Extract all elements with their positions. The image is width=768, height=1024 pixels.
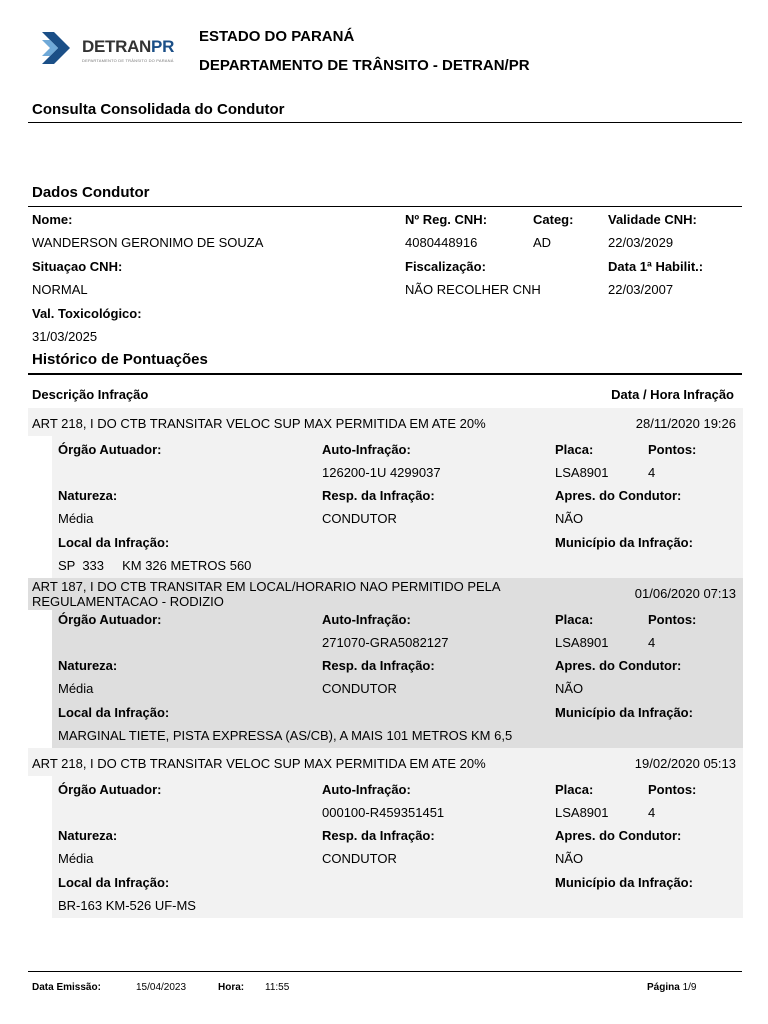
reg-label: Nº Reg. CNH: <box>405 212 488 227</box>
infraction-details <box>52 776 743 918</box>
title-divider <box>28 122 742 123</box>
inspection-value: NÃO RECOLHER CNH <box>405 282 541 297</box>
auto-label: Auto-Infração: <box>322 612 411 627</box>
plate-value: LSA8901 <box>555 465 609 480</box>
history-section-title: Histórico de Pontuações <box>32 351 208 368</box>
issue-date-label: Data Emissão: <box>32 982 101 993</box>
auto-value: 000100-R459351451 <box>322 805 445 820</box>
points-label: Pontos: <box>648 782 697 797</box>
municipality-label: Município da Infração: <box>555 705 693 720</box>
time-label: Hora: <box>218 982 245 993</box>
presented-value: NÃO <box>555 511 584 526</box>
license-category: AD <box>533 235 552 250</box>
presented-label: Apres. do Condutor: <box>555 488 682 503</box>
responsible-value: CONDUTOR <box>322 511 397 526</box>
infraction-details <box>52 610 743 748</box>
page-indicator <box>647 982 696 993</box>
page-label: Página <box>647 982 680 993</box>
infraction-description: ART 187, I DO CTB TRANSITAR EM LOCAL/HORARIO NAO PERMITIDO PELA <box>32 579 501 594</box>
plate-value: LSA8901 <box>555 805 609 820</box>
first-license-date: 22/03/2007 <box>608 282 674 297</box>
plate-label: Placa: <box>555 442 594 457</box>
plate-label: Placa: <box>555 612 594 627</box>
points-value: 4 <box>648 805 656 820</box>
issue-date: 15/04/2023 <box>136 982 187 993</box>
infraction-datetime: 28/11/2020 19:26 <box>635 416 736 431</box>
infraction-header <box>28 578 743 610</box>
infraction-description-cont: REGULAMENTACAO - RODIZIO <box>32 594 224 609</box>
footer-divider <box>28 971 742 972</box>
issue-time: 11:55 <box>265 982 290 993</box>
nature-value: Média <box>58 511 94 526</box>
validity-label: Validade CNH: <box>608 212 697 227</box>
reg-number: 4080448916 <box>405 235 478 250</box>
presented-label: Apres. do Condutor: <box>555 828 682 843</box>
location-label: Local da Infração: <box>58 535 170 550</box>
location-value: MARGINAL TIETE, PISTA EXPRESSA (AS/CB), A MAIS 101 METROS KM 6,5 <box>58 728 513 743</box>
infraction-item <box>28 748 743 918</box>
responsible-value: CONDUTOR <box>322 851 397 866</box>
history-divider <box>28 373 742 375</box>
inspection-label: Fiscalização: <box>405 259 486 274</box>
detran-arrow-icon <box>40 28 74 68</box>
page-number: 1/9 <box>682 982 697 993</box>
points-value: 4 <box>648 635 656 650</box>
presented-value: NÃO <box>555 681 584 696</box>
points-label: Pontos: <box>648 442 697 457</box>
presented-value: NÃO <box>555 851 584 866</box>
municipality-label: Município da Infração: <box>555 535 693 550</box>
responsible-label: Resp. da Infração: <box>322 828 435 843</box>
infraction-header <box>28 748 743 776</box>
toxicology-label: Val. Toxicológico: <box>32 306 142 321</box>
col-description-header: Descrição Infração <box>32 387 149 402</box>
responsible-value: CONDUTOR <box>322 681 397 696</box>
col-datetime-header: Data / Hora Infração <box>611 387 734 402</box>
infraction-description: ART 218, I DO CTB TRANSITAR VELOC SUP MAX PERMITIDA EM ATE 20% <box>32 416 486 431</box>
auto-label: Auto-Infração: <box>322 442 411 457</box>
location-value: BR-163 KM-526 UF-MS <box>58 898 196 913</box>
municipality-label: Município da Infração: <box>555 875 693 890</box>
situation-label: Situaçao CNH: <box>32 259 123 274</box>
presented-label: Apres. do Condutor: <box>555 658 682 673</box>
infraction-datetime: 01/06/2020 07:13 <box>634 586 736 601</box>
nature-value: Média <box>58 851 94 866</box>
plate-label: Placa: <box>555 782 594 797</box>
detran-logo <box>40 28 180 68</box>
location-label: Local da Infração: <box>58 875 170 890</box>
infraction-description: ART 218, I DO CTB TRANSITAR VELOC SUP MAX PERMITIDA EM ATE 20% <box>32 756 486 771</box>
nature-label: Natureza: <box>58 658 118 673</box>
agency-label: Órgão Autuador: <box>58 782 162 797</box>
driver-name: WANDERSON GERONIMO DE SOUZA <box>32 235 264 250</box>
agency-label: Órgão Autuador: <box>58 612 162 627</box>
logo-text-main: DETRAN <box>82 37 152 56</box>
nature-label: Natureza: <box>58 828 118 843</box>
responsible-label: Resp. da Infração: <box>322 658 435 673</box>
toxicology-date: 31/03/2025 <box>32 329 98 344</box>
categ-label: Categ: <box>533 212 574 227</box>
driver-section-title: Dados Condutor <box>32 184 150 201</box>
responsible-label: Resp. da Infração: <box>322 488 435 503</box>
driver-divider <box>28 206 742 207</box>
infraction-item <box>28 408 743 578</box>
nature-value: Média <box>58 681 94 696</box>
auto-label: Auto-Infração: <box>322 782 411 797</box>
department-heading: DEPARTAMENTO DE TRÂNSITO - DETRAN/PR <box>199 57 530 74</box>
infraction-details <box>52 436 743 578</box>
page-title: Consulta Consolidada do Condutor <box>32 101 285 118</box>
logo-text-state: PR <box>151 37 175 56</box>
auto-value: 271070-GRA5082127 <box>322 635 449 650</box>
name-label: Nome: <box>32 212 73 227</box>
location-label: Local da Infração: <box>58 705 170 720</box>
state-heading: ESTADO DO PARANÁ <box>199 28 355 45</box>
plate-value: LSA8901 <box>555 635 609 650</box>
infraction-header <box>28 408 743 436</box>
license-situation: NORMAL <box>32 282 88 297</box>
logo-subtitle: DEPARTAMENTO DE TRÂNSITO DO PARANÁ <box>82 58 174 63</box>
location-value: SP 333 KM 326 METROS 560 <box>58 558 252 573</box>
first-license-label: Data 1ª Habilit.: <box>608 259 704 274</box>
points-value: 4 <box>648 465 656 480</box>
infraction-datetime: 19/02/2020 05:13 <box>634 756 736 771</box>
license-validity: 22/03/2029 <box>608 235 674 250</box>
nature-label: Natureza: <box>58 488 118 503</box>
points-label: Pontos: <box>648 612 697 627</box>
agency-label: Órgão Autuador: <box>58 442 162 457</box>
infraction-item <box>28 578 743 748</box>
auto-value: 126200-1U 4299037 <box>322 465 441 480</box>
